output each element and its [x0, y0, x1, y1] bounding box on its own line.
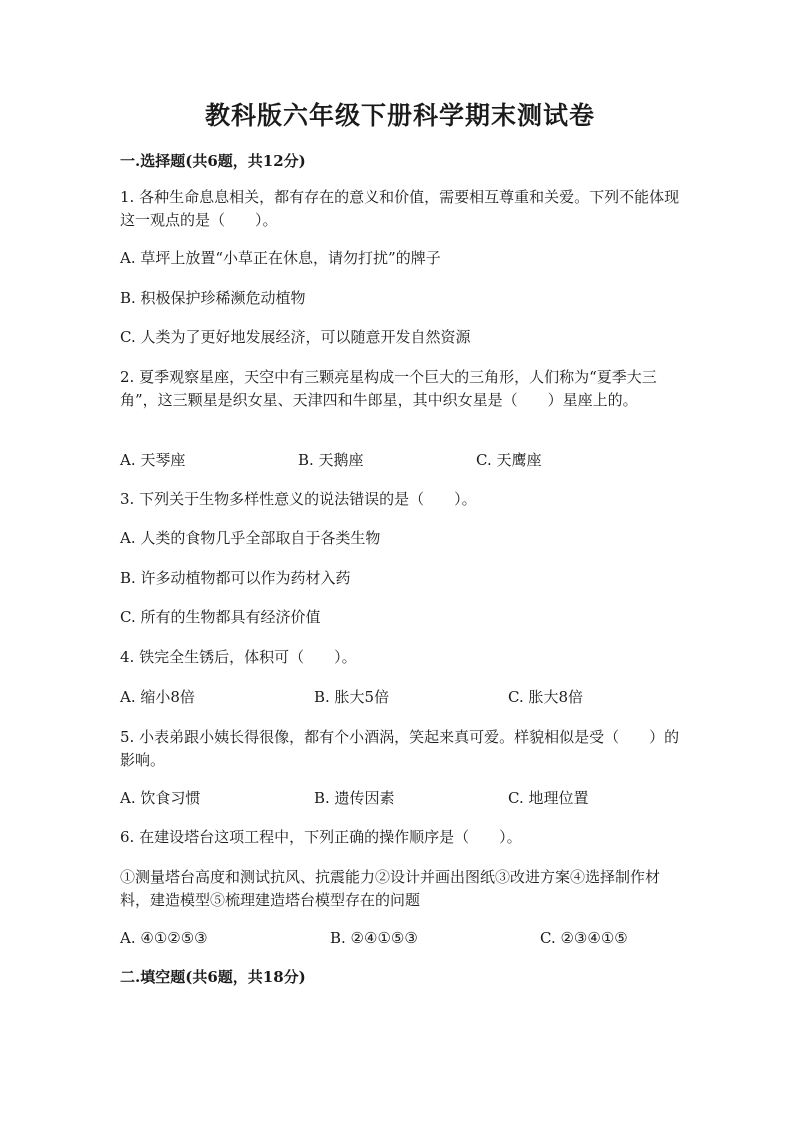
question-4-option-a: A. 缩小8倍: [120, 688, 195, 706]
question-6-steps: ①测量塔台高度和测试抗风、抗震能力②设计并画出图纸③改进方案④选择制作材料，建造模型⑤梳理建造塔台模型存在的问题: [120, 868, 661, 909]
question-6-option-c: C. ②③④①⑤: [540, 929, 628, 947]
section-heading-fill: 二.填空题(共6题，共18分): [120, 968, 306, 986]
question-5-stem: 5. 小表弟跟小姨长得很像，都有个小酒涡，笑起来真可爱。样貌相似是受（ ）的影响。: [120, 728, 680, 769]
question-6-option-b: B. ②④①⑤③: [330, 929, 418, 947]
question-5-option-c: C. 地理位置: [508, 789, 589, 807]
section-heading-choice: 一.选择题(共6题，共12分): [120, 152, 306, 170]
question-2-option-b: B. 天鹅座: [298, 451, 364, 469]
question-3-option-c: C. 所有的生物都具有经济价值: [120, 608, 321, 626]
question-5-option-a: A. 饮食习惯: [120, 789, 201, 807]
question-4-option-c: C. 胀大8倍: [508, 688, 584, 706]
question-4-stem: 4. 铁完全生锈后，体积可（ ）。: [120, 648, 357, 666]
question-2-option-c: C. 天鹰座: [476, 451, 542, 469]
question-5-option-b: B. 遗传因素: [314, 789, 395, 807]
question-3-stem: 3. 下列关于生物多样性意义的说法错误的是（ ）。: [120, 490, 477, 508]
question-1-option-c: C. 人类为了更好地发展经济，可以随意开发自然资源: [120, 328, 471, 346]
question-2-option-a: A. 天琴座: [120, 451, 186, 469]
page-title: 教科版六年级下册科学期末测试卷: [204, 101, 595, 130]
question-4-option-b: B. 胀大5倍: [314, 688, 390, 706]
question-3-option-b: B. 许多动植物都可以作为药材入药: [120, 569, 351, 587]
question-1-option-a: A. 草坪上放置“小草正在休息，请勿打扰”的牌子: [120, 249, 441, 267]
question-2-stem: 2. 夏季观察星座，天空中有三颗亮星构成一个巨大的三角形，人们称为“夏季大三角”，这三颗星是织女星、天津四和牛郎星，其中织女星是（ ）星座上的。: [120, 368, 657, 409]
question-6-option-a: A. ④①②⑤③: [120, 929, 208, 947]
question-1-option-b: B. 积极保护珍稀濒危动植物: [120, 289, 306, 307]
question-1-stem: 1. 各种生命息息相关，都有存在的意义和价值，需要相互尊重和关爱。下列不能体现这一观点的是（ ）。: [120, 188, 680, 229]
question-6-stem: 6. 在建设塔台这项工程中，下列正确的操作顺序是（ ）。: [120, 828, 522, 846]
question-3-option-a: A. 人类的食物几乎全部取自于各类生物: [120, 529, 381, 547]
